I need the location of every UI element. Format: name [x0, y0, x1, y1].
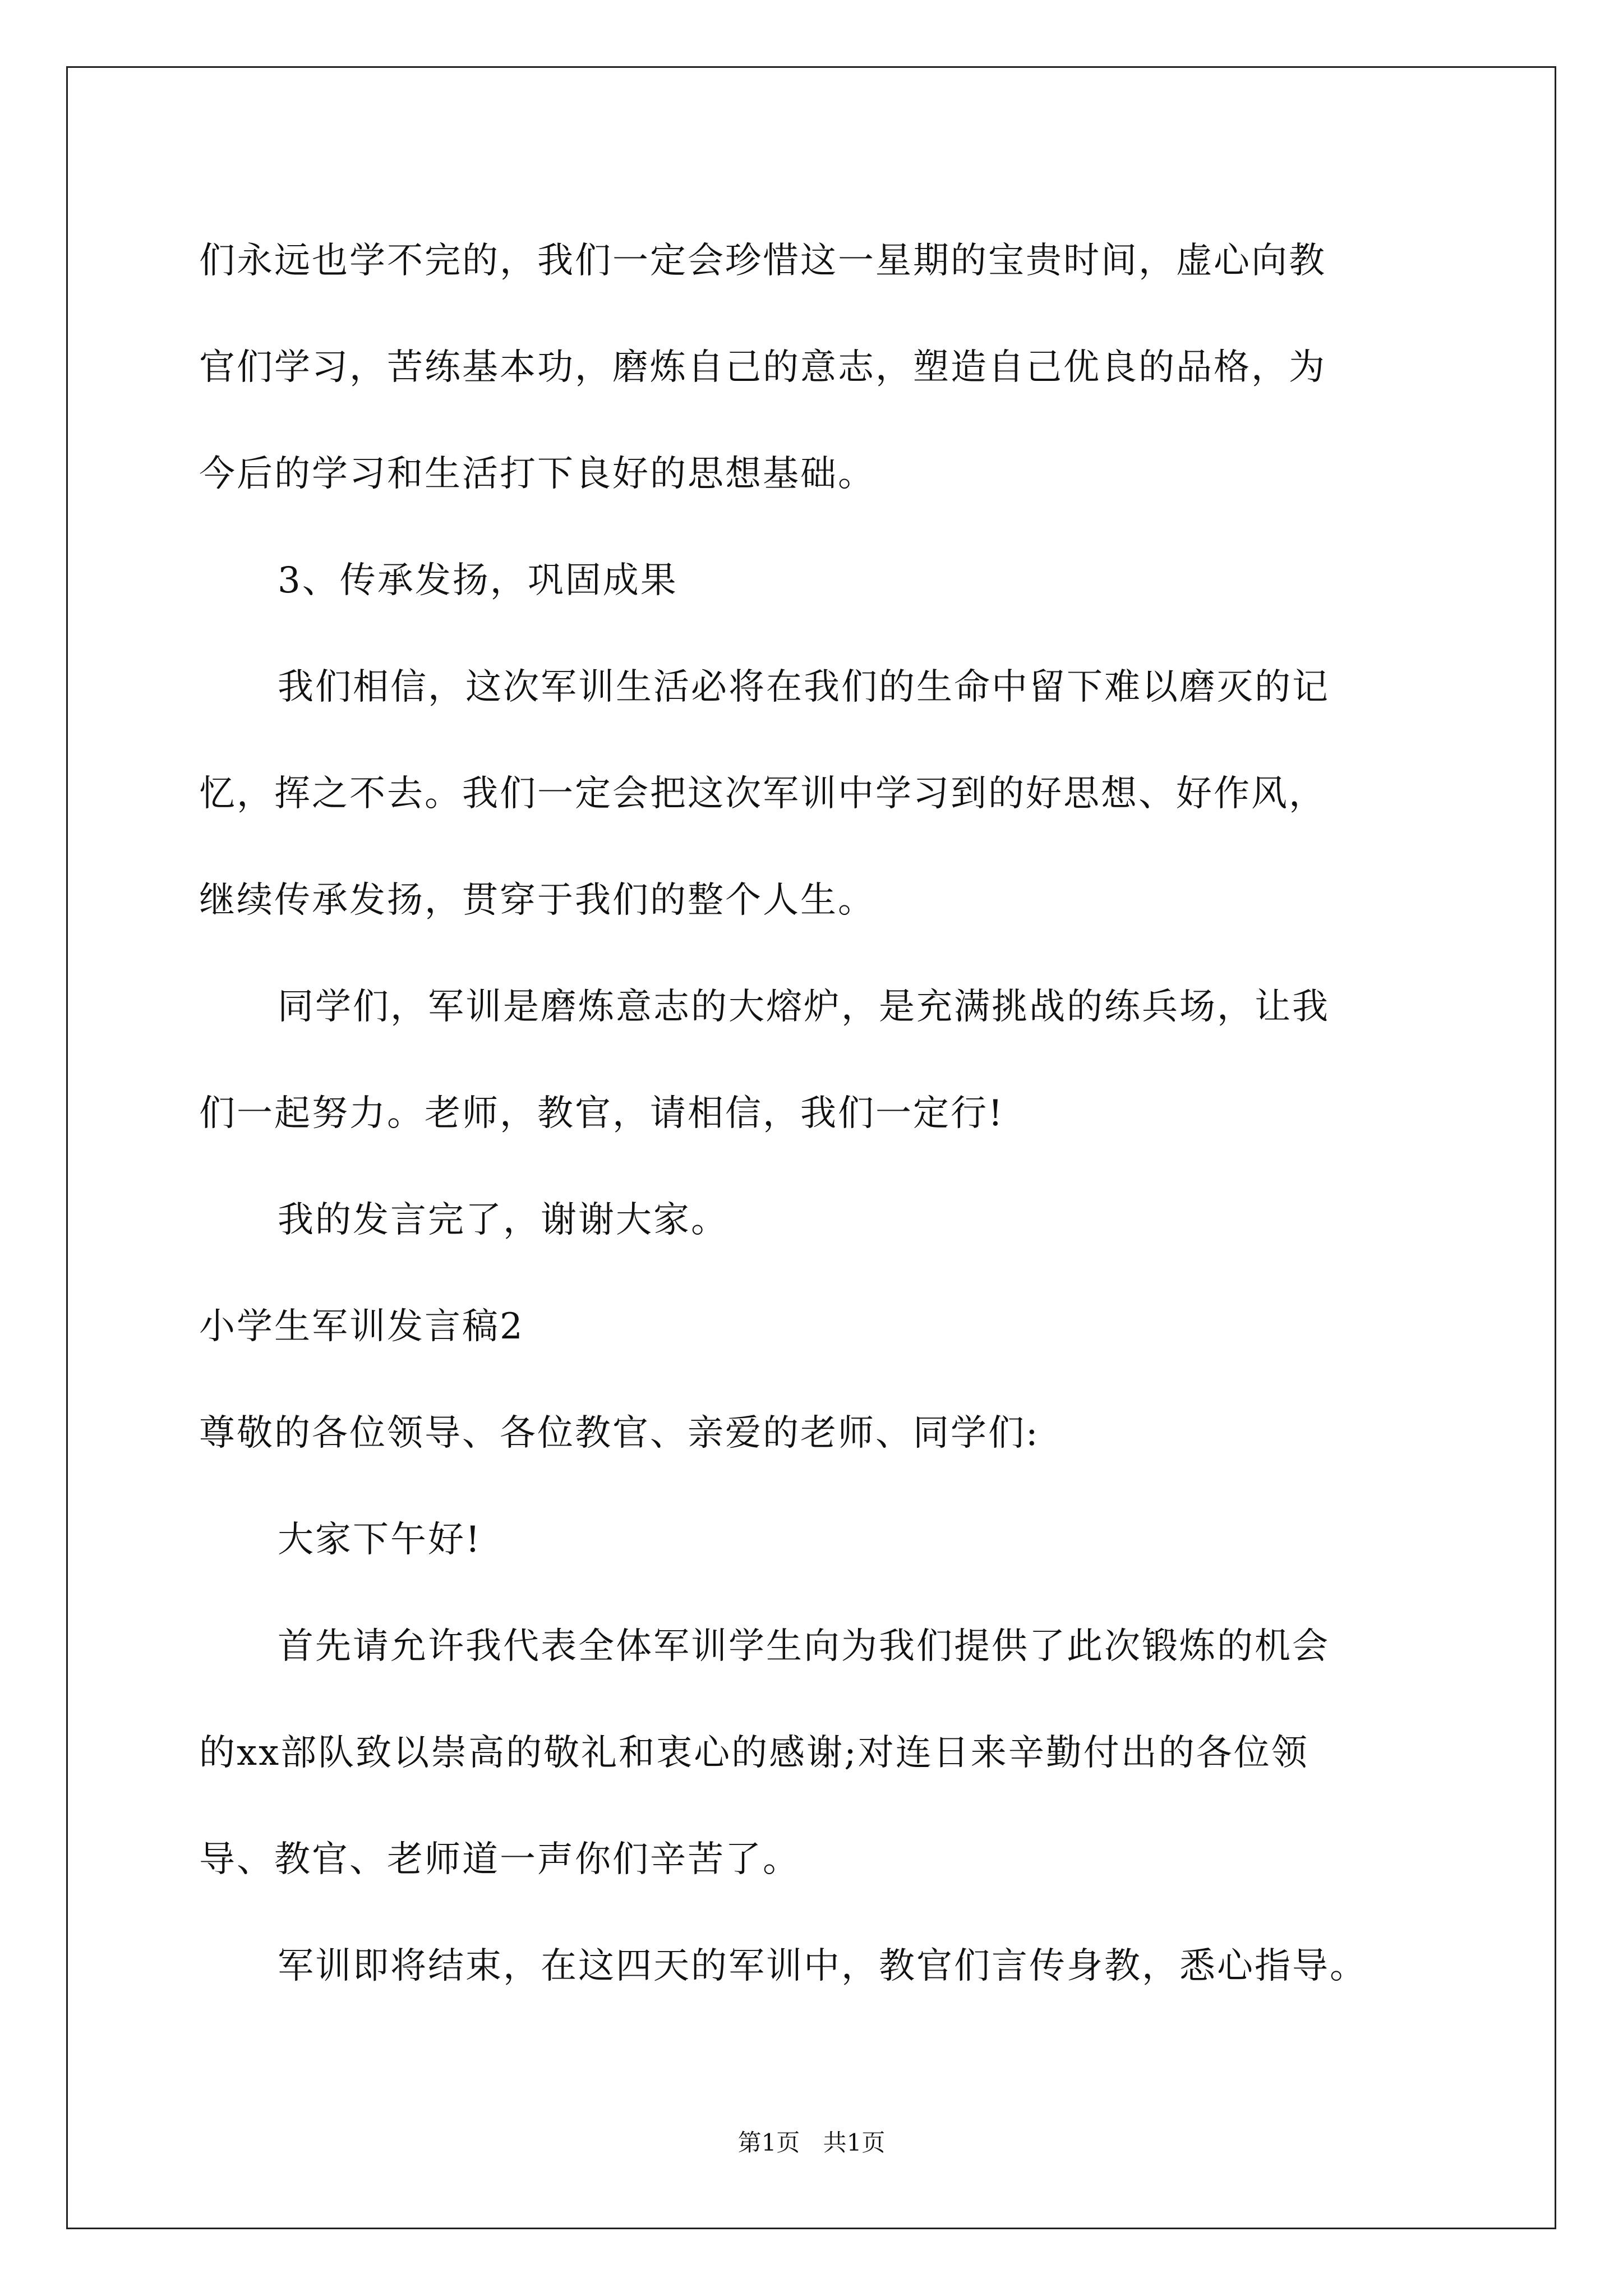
- page-number: 第1页: [737, 2129, 800, 2156]
- text-line: 的xx部队致以崇高的敬礼和衷心的感谢;对连日来辛勤付出的各位领: [199, 1732, 1309, 1774]
- text-line: 导、教官、老师道一声你们辛苦了。: [199, 1839, 800, 1880]
- page-footer: [0, 2126, 1623, 2160]
- text-line: 小学生军训发言稿2: [199, 1306, 524, 1347]
- page-total: 共1页: [823, 2129, 886, 2156]
- text-line: 我们相信，这次军训生活必将在我们的生命中留下难以磨灭的记: [278, 666, 1330, 708]
- document-body: [199, 208, 1422, 2019]
- text-line: 官们学习，苦练基本功，磨炼自己的意志，塑造自己优良的品格，为: [199, 347, 1326, 388]
- text-line: 军训即将结束，在这四天的军训中，教官们言传身教，悉心指导。: [278, 1945, 1367, 1987]
- text-line: 我的发言完了，谢谢大家。: [278, 1199, 728, 1241]
- text-line: 们一起努力。老师，教官，请相信，我们一定行!: [199, 1093, 1004, 1134]
- text-line: 尊敬的各位领导、各位教官、亲爱的老师、同学们:: [199, 1412, 1040, 1454]
- text-line: 继续传承发扬，贯穿于我们的整个人生。: [199, 880, 875, 921]
- text-line: 首先请允许我代表全体军训学生向为我们提供了此次锻炼的机会: [278, 1626, 1330, 1667]
- text-line: 今后的学习和生活打下良好的思想基础。: [199, 453, 875, 495]
- text-line: 3、传承发扬，巩固成果: [278, 560, 678, 601]
- text-line: 忆，挥之不去。我们一定会把这次军训中学习到的好思想、好作风，: [199, 773, 1326, 815]
- text-line: 们永远也学不完的，我们一定会珍惜这一星期的宝贵时间，虚心向教: [199, 240, 1326, 282]
- text-line: 大家下午好!: [278, 1519, 482, 1561]
- text-line: 同学们，军训是磨炼意志的大熔炉，是充满挑战的练兵场，让我: [278, 986, 1330, 1028]
